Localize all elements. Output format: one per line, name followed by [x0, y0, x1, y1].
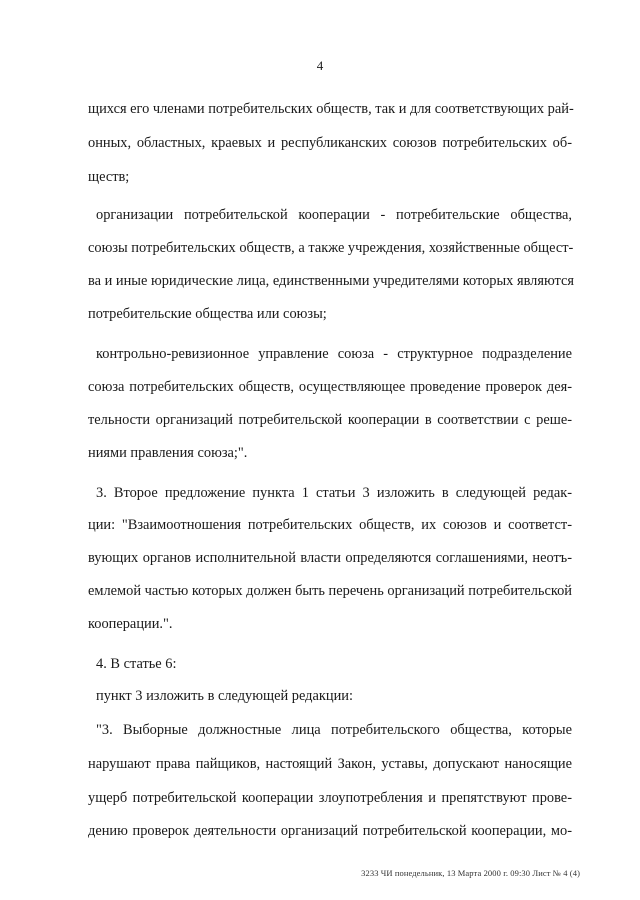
print-footer: 3233 ЧИ понедельник, 13 Марта 2000 г. 09:30 Лист № 4 (4) [361, 868, 580, 878]
text-line: пункт 3 изложить в следующей редакции: [96, 688, 353, 704]
text-line: ва и иные юридические лица, единственными учредителями которых являются [88, 273, 575, 289]
text-line: организации потребительской кооперации - потребительские общества, [96, 207, 572, 223]
text-line: 3. Второе предложение пункта 1 статьи 3 изложить в следующей редак- [96, 485, 572, 501]
text-line: контрольно-ревизионное управление союза - структурное подразделение [96, 346, 572, 362]
text-line: ущерб потребительской кооперации злоупотребления и препятствуют прове- [88, 790, 572, 806]
text-line: ниями правления союза;". [88, 445, 248, 461]
text-line: дению проверок деятельности организаций потребительской кооперации, мо- [88, 823, 572, 839]
text-line: ции: "Взаимоотношения потребительских обществ, их союзов и соответст- [88, 517, 572, 533]
text-line: емлемой частью которых должен быть перечень организаций потребительской [88, 583, 572, 599]
text-line: "3. Выборные должностные лица потребительского общества, которые [96, 722, 572, 738]
text-line: щихся его членами потребительских обществ, так и для соответствующих рай- [88, 101, 574, 117]
text-line: 4. В статье 6: [96, 656, 177, 672]
text-line: потребительские общества или союзы; [88, 306, 327, 322]
text-line: нарушают права пайщиков, настоящий Закон, уставы, допускают наносящие [88, 756, 572, 772]
text-line: тельности организаций потребительской кооперации в соответствии с реше- [88, 412, 572, 428]
text-line: онных, областных, краевых и республиканских союзов потребительских об- [88, 135, 572, 151]
text-line: союза потребительских обществ, осуществляющее проведение проверок дея- [88, 379, 572, 395]
text-line: вующих органов исполнительной власти определяются соглашениями, неотъ- [88, 550, 572, 566]
text-line: союзы потребительских обществ, а также учреждения, хозяйственные общест- [88, 240, 574, 256]
text-line: кооперации.". [88, 616, 173, 632]
page-number: 4 [316, 58, 324, 73]
text-line: ществ; [88, 169, 130, 185]
